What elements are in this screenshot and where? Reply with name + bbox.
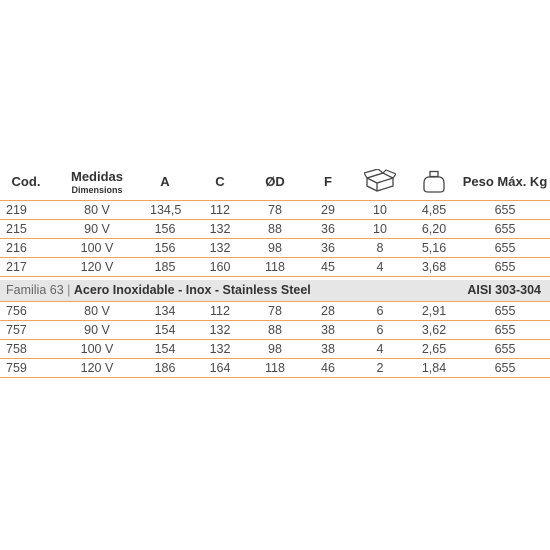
cell-weight: 3,62 bbox=[421, 323, 447, 337]
header-medidas: Medidas Dimensions bbox=[70, 168, 123, 195]
cell-c: 132 bbox=[209, 241, 231, 255]
header-f: F bbox=[324, 174, 332, 189]
cell-c: 164 bbox=[209, 361, 231, 375]
cell-f: 46 bbox=[321, 361, 335, 375]
cell-cod: 758 bbox=[6, 342, 27, 356]
cell-box: 4 bbox=[376, 260, 384, 274]
table-row bbox=[0, 340, 550, 359]
cell-weight: 1,84 bbox=[421, 361, 447, 375]
cell-box: 10 bbox=[373, 222, 387, 236]
cell-f: 36 bbox=[321, 222, 335, 236]
cell-d: 78 bbox=[268, 304, 282, 318]
cell-medida: 90 V bbox=[84, 323, 110, 337]
cell-medida: 100 V bbox=[80, 342, 114, 356]
cell-box: 6 bbox=[376, 323, 384, 337]
cell-medida: 90 V bbox=[84, 222, 110, 236]
cell-weight: 2,91 bbox=[421, 304, 447, 318]
cell-cod: 216 bbox=[6, 241, 27, 255]
cell-c: 132 bbox=[209, 342, 231, 356]
cell-c: 132 bbox=[209, 222, 231, 236]
table-row bbox=[0, 258, 550, 277]
header-peso: Peso Máx. Kg bbox=[462, 174, 548, 189]
table-row bbox=[0, 201, 550, 220]
cell-peso: 655 bbox=[494, 323, 516, 337]
table-header bbox=[0, 163, 550, 201]
table-row bbox=[0, 359, 550, 378]
table-row bbox=[0, 302, 550, 321]
cell-a: 156 bbox=[154, 222, 176, 236]
table-row bbox=[0, 321, 550, 340]
cell-c: 160 bbox=[209, 260, 231, 274]
cell-cod: 217 bbox=[6, 260, 27, 274]
cell-cod: 756 bbox=[6, 304, 27, 318]
cell-box: 2 bbox=[376, 361, 384, 375]
header-c: C bbox=[215, 174, 225, 189]
cell-peso: 655 bbox=[494, 203, 516, 217]
cell-f: 36 bbox=[321, 241, 335, 255]
cell-f: 38 bbox=[321, 323, 335, 337]
cell-weight: 2,65 bbox=[421, 342, 447, 356]
cell-peso: 655 bbox=[494, 241, 516, 255]
product-table bbox=[0, 163, 550, 378]
cell-d: 98 bbox=[268, 342, 282, 356]
cell-box: 8 bbox=[376, 241, 384, 255]
header-a: A bbox=[160, 174, 170, 189]
cell-d: 78 bbox=[268, 203, 282, 217]
cell-d: 118 bbox=[265, 260, 285, 274]
cell-c: 112 bbox=[210, 203, 230, 217]
material-name: Acero Inoxidable - Inox - Stainless Steel bbox=[73, 283, 311, 297]
cell-weight: 3,68 bbox=[421, 260, 447, 274]
cell-d: 98 bbox=[268, 241, 282, 255]
cell-box: 6 bbox=[376, 304, 384, 318]
cell-cod: 757 bbox=[6, 323, 27, 337]
box-icon bbox=[362, 163, 398, 200]
header-dimensions: Dimensions bbox=[71, 184, 123, 195]
header-od: ØD bbox=[265, 174, 285, 189]
cell-cod: 759 bbox=[6, 361, 27, 375]
cell-a: 154 bbox=[154, 342, 176, 356]
cell-f: 45 bbox=[321, 260, 335, 274]
group-2-rows bbox=[0, 302, 550, 378]
aisi-grade: AISI 303-304 bbox=[467, 283, 541, 297]
cell-f: 29 bbox=[321, 203, 335, 217]
cell-medida: 100 V bbox=[80, 241, 114, 255]
cell-cod: 219 bbox=[6, 203, 27, 217]
family-divider: | bbox=[67, 283, 71, 297]
table-row bbox=[0, 239, 550, 258]
cell-medida: 80 V bbox=[84, 304, 110, 318]
cell-a: 134,5 bbox=[150, 203, 182, 217]
cell-a: 186 bbox=[154, 361, 176, 375]
group-1-rows bbox=[0, 201, 550, 277]
cell-c: 132 bbox=[209, 323, 231, 337]
cell-weight: 6,20 bbox=[421, 222, 447, 236]
cell-peso: 655 bbox=[494, 304, 516, 318]
cell-medida: 120 V bbox=[80, 361, 114, 375]
cell-d: 118 bbox=[265, 361, 285, 375]
cell-f: 38 bbox=[321, 342, 335, 356]
cell-weight: 4,85 bbox=[421, 203, 447, 217]
family-separator bbox=[0, 280, 550, 302]
header-cod: Cod. bbox=[11, 174, 41, 189]
cell-peso: 655 bbox=[494, 222, 516, 236]
weight-icon bbox=[419, 163, 449, 200]
cell-medida: 80 V bbox=[84, 203, 110, 217]
cell-medida: 120 V bbox=[80, 260, 114, 274]
family-label: Familia 63 bbox=[6, 283, 64, 297]
cell-a: 185 bbox=[154, 260, 176, 274]
table-row bbox=[0, 220, 550, 239]
cell-f: 28 bbox=[321, 304, 335, 318]
cell-peso: 655 bbox=[494, 342, 516, 356]
cell-a: 156 bbox=[154, 241, 176, 255]
cell-cod: 215 bbox=[6, 222, 27, 236]
cell-d: 88 bbox=[268, 323, 282, 337]
cell-a: 134 bbox=[154, 304, 176, 318]
cell-peso: 655 bbox=[494, 361, 516, 375]
cell-c: 112 bbox=[210, 304, 230, 318]
cell-a: 154 bbox=[154, 323, 176, 337]
cell-box: 4 bbox=[376, 342, 384, 356]
cell-box: 10 bbox=[373, 203, 387, 217]
cell-weight: 5,16 bbox=[421, 241, 447, 255]
cell-peso: 655 bbox=[494, 260, 516, 274]
cell-d: 88 bbox=[268, 222, 282, 236]
